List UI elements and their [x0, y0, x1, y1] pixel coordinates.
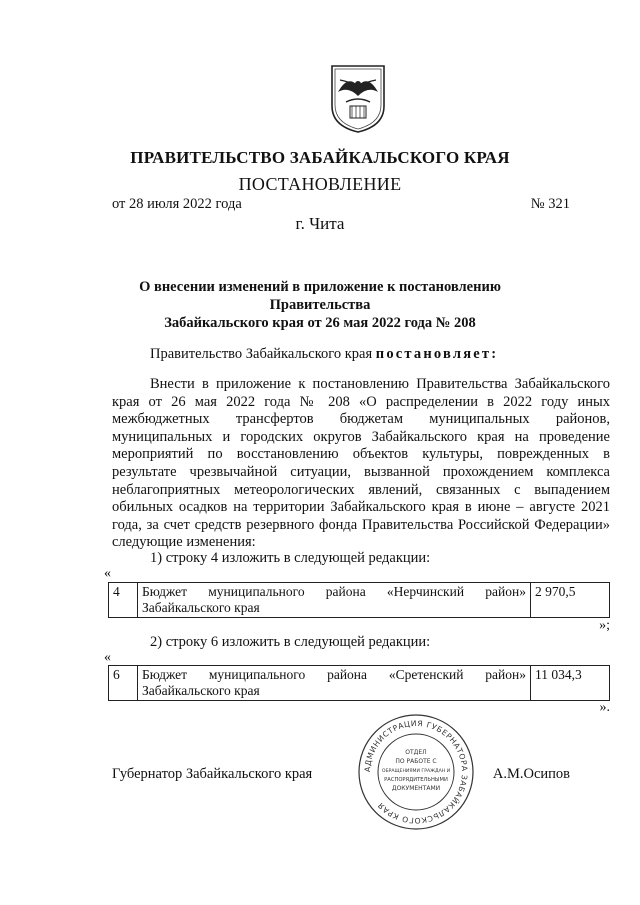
table-row [109, 666, 610, 701]
document-type: ПОСТАНОВЛЕНИЕ [238, 174, 402, 194]
row-description [138, 666, 531, 701]
signatory-name: А.М.Осипов [492, 766, 570, 782]
stamp-center-line: ОБРАЩЕНИЯМИ ГРАЖДАН И [381, 769, 451, 774]
word: «Нерчинский [386, 584, 465, 599]
change-2-close-quote: ». [599, 700, 610, 715]
word: района [327, 667, 368, 682]
government-title: ПРАВИТЕЛЬСТВО ЗАБАЙКАЛЬСКОГО КРАЯ [130, 148, 510, 167]
stamp-center-line: РАСПОРЯДИТЕЛЬНЫМИ [384, 777, 448, 783]
stamp-center-line: ОТДЕЛ [405, 749, 427, 756]
word: «Сретенский [388, 667, 464, 682]
heading-line-1: О внесении изменений в приложение к постановлению Правительства [139, 279, 501, 313]
official-stamp-icon [356, 712, 476, 832]
preamble [112, 346, 610, 364]
word: Бюджет [142, 667, 188, 682]
row-value: 11 034,3 [531, 666, 610, 701]
city: г. Чита [295, 214, 345, 233]
stamp-center-line: ПО РАБОТЕ С [395, 758, 437, 765]
document-heading [100, 278, 540, 332]
row-description-line-2: Забайкальского края [142, 683, 260, 698]
word: района [325, 584, 366, 599]
change-1-close-quote: »; [599, 618, 610, 633]
word: Бюджет [142, 584, 188, 599]
body-paragraph: Внести в приложение к постановлению Правительства Забайкальского края от 26 мая 2022 года № 208 «О распределении в 2022 году иных межбюджетных трансфертов бюджетам муниципальных районов, муниципальных и городских округов Забайкальского края на проведение мероприятий по восстановлению объектов культуры, поврежденных в результате чрезвычайной ситуации, вызванной прохождением комплекса неблагоприятных метеорологических явлений, связанных с выпадением обильных осадков на территории Забайкальского края в июне – августе 2021 года, за счет средств резервного фонда Правительства Российской Федерации» следующие изменения: [112, 376, 610, 551]
word: муниципального [208, 584, 305, 599]
word: район» [485, 667, 526, 682]
row-number: 6 [109, 666, 138, 701]
heading-line-2: Забайкальского края от 26 мая 2022 года № 208 [164, 315, 476, 331]
word: муниципального [208, 667, 306, 682]
word: район» [485, 584, 526, 599]
change-2-instruction: 2) строку 6 изложить в следующей редакции: [150, 634, 431, 650]
row-description-line-2: Забайкальского края [142, 600, 260, 615]
change-1-table [108, 582, 610, 618]
signatory-position: Губернатор Забайкальского края [112, 766, 313, 782]
preamble-emphasis: постановляет: [375, 346, 499, 362]
document-date: от 28 июля 2022 года [112, 196, 242, 212]
stamp-ring-text: АДМИНИСТРАЦИЯ ГУБЕРНАТОРА ЗАБАЙКАЛЬСКОГО КРАЯ [362, 718, 470, 826]
document-number: № 321 [530, 196, 570, 212]
table-row [109, 583, 610, 618]
change-2-open-quote: « [104, 650, 111, 665]
row-description-line-1 [142, 584, 526, 600]
preamble-text: Правительство Забайкальского края [150, 346, 376, 362]
change-1-open-quote: « [104, 566, 111, 581]
row-description-line-1 [142, 667, 526, 683]
change-1-instruction: 1) строку 4 изложить в следующей редакции: [150, 550, 431, 566]
row-value: 2 970,5 [531, 583, 610, 618]
stamp-center-line: ДОКУМЕНТАМИ [391, 785, 441, 792]
row-number: 4 [109, 583, 138, 618]
coat-of-arms-icon [328, 62, 388, 134]
change-2-table [108, 665, 610, 701]
row-description [138, 583, 531, 618]
